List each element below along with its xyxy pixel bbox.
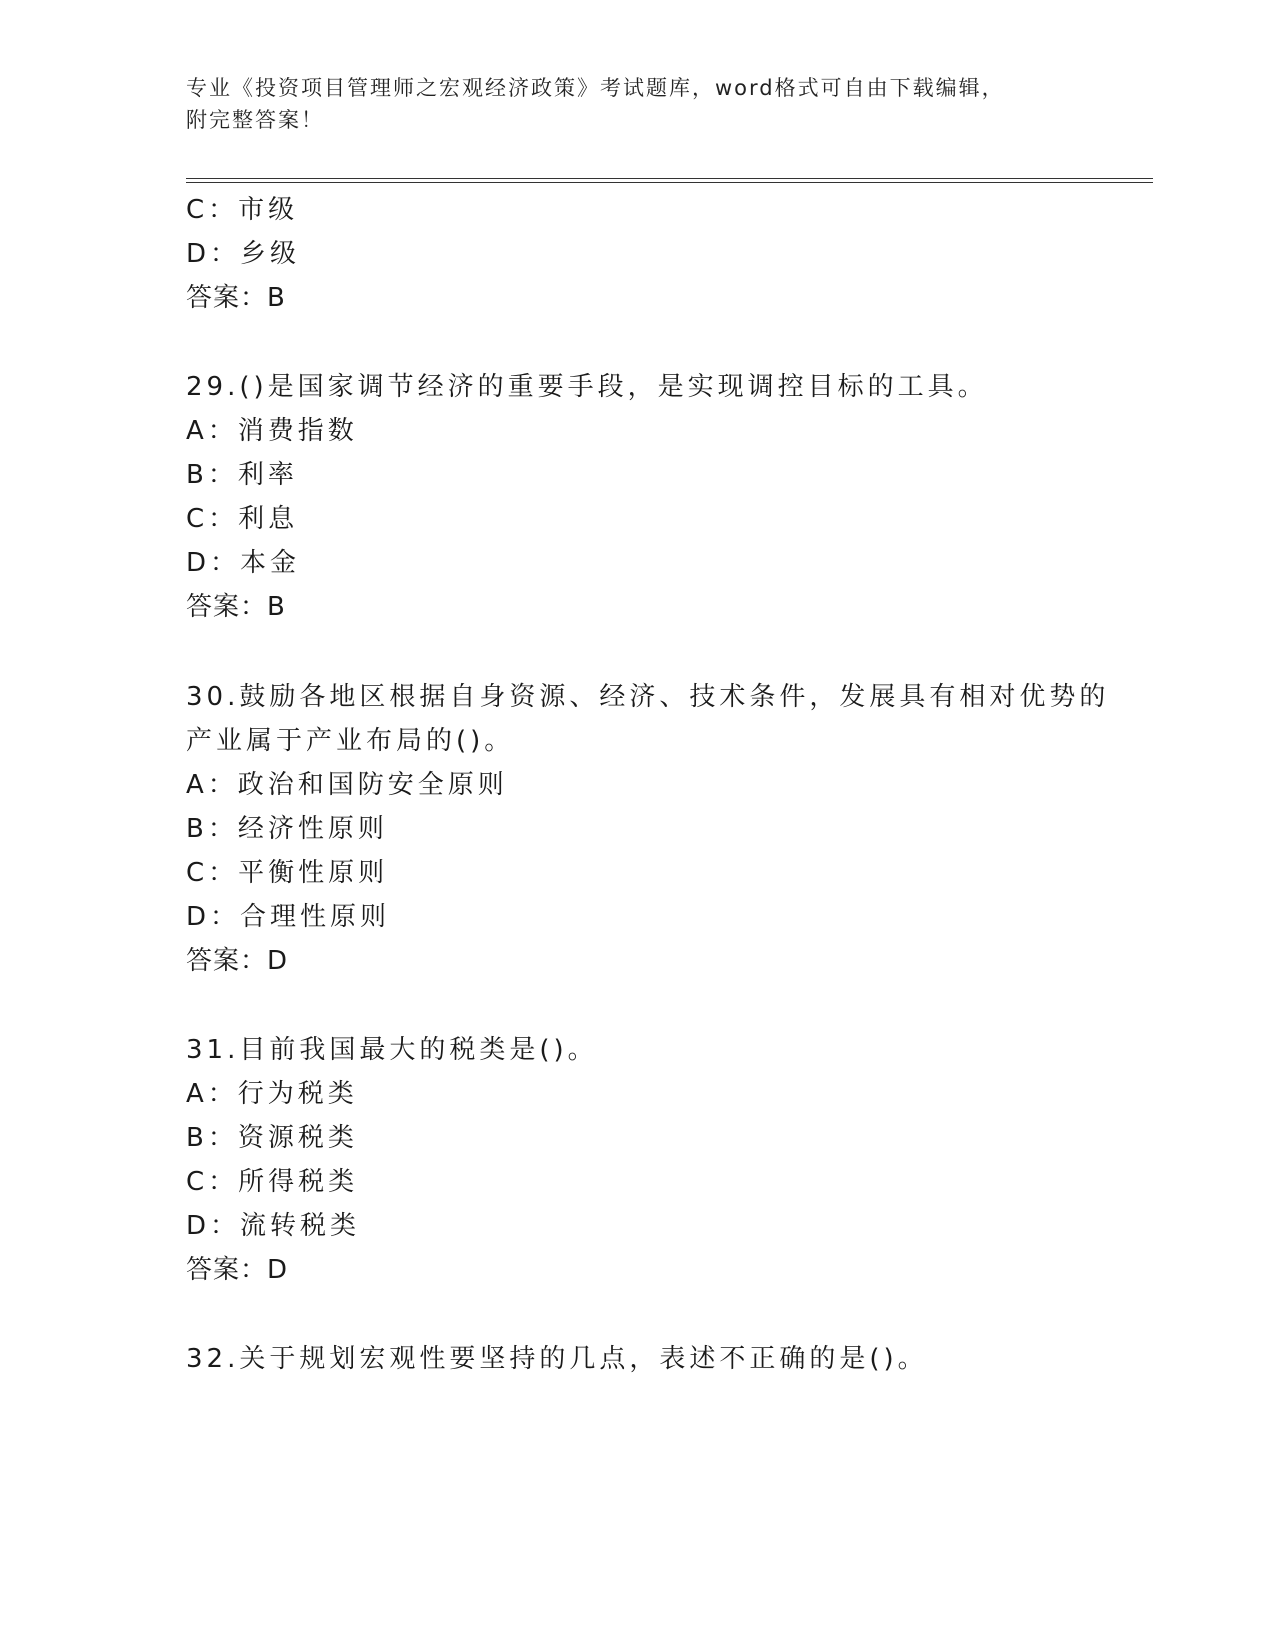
header-divider-bottom bbox=[186, 182, 1153, 183]
document-header bbox=[186, 72, 1086, 136]
header-divider-top bbox=[186, 178, 1153, 179]
q29-option-a: A：消费指数 bbox=[186, 416, 358, 446]
q29-option-d: D：本金 bbox=[186, 548, 301, 578]
q29-stem: 29.()是国家调节经济的重要手段，是实现调控目标的工具。 bbox=[186, 372, 988, 402]
q31-option-a: A：行为税类 bbox=[186, 1079, 358, 1109]
q30-stem-line-1: 30.鼓励各地区根据自身资源、经济、技术条件，发展具有相对优势的 bbox=[186, 682, 1110, 712]
q29-option-c: C：利息 bbox=[186, 504, 299, 534]
q30-option-d: D：合理性原则 bbox=[186, 902, 391, 932]
q31-stem: 31.目前我国最大的税类是()。 bbox=[186, 1035, 598, 1065]
prev-option-c: C：市级 bbox=[186, 195, 299, 225]
prev-answer: 答案：B bbox=[186, 283, 286, 313]
q32-stem: 32.关于规划宏观性要坚持的几点，表述不正确的是()。 bbox=[186, 1344, 928, 1374]
q30-option-b: B：经济性原则 bbox=[186, 814, 388, 844]
q30-answer: 答案：D bbox=[186, 946, 289, 976]
q29-option-b: B：利率 bbox=[186, 460, 298, 490]
header-line-1: 专业《投资项目管理师之宏观经济政策》考试题库，word格式可自由下载编辑， bbox=[186, 76, 1005, 100]
q30-option-c: C：平衡性原则 bbox=[186, 858, 389, 888]
prev-option-d: D：乡级 bbox=[186, 239, 301, 269]
q31-answer: 答案：D bbox=[186, 1255, 289, 1285]
q30-stem-line-2: 产业属于产业布局的()。 bbox=[186, 726, 515, 756]
q31-option-b: B：资源税类 bbox=[186, 1123, 358, 1153]
q31-option-d: D：流转税类 bbox=[186, 1211, 361, 1241]
q29-answer: 答案：B bbox=[186, 592, 286, 622]
header-line-2: 附完整答案！ bbox=[186, 108, 324, 132]
q31-option-c: C：所得税类 bbox=[186, 1167, 359, 1197]
q30-option-a: A：政治和国防安全原则 bbox=[186, 770, 508, 800]
